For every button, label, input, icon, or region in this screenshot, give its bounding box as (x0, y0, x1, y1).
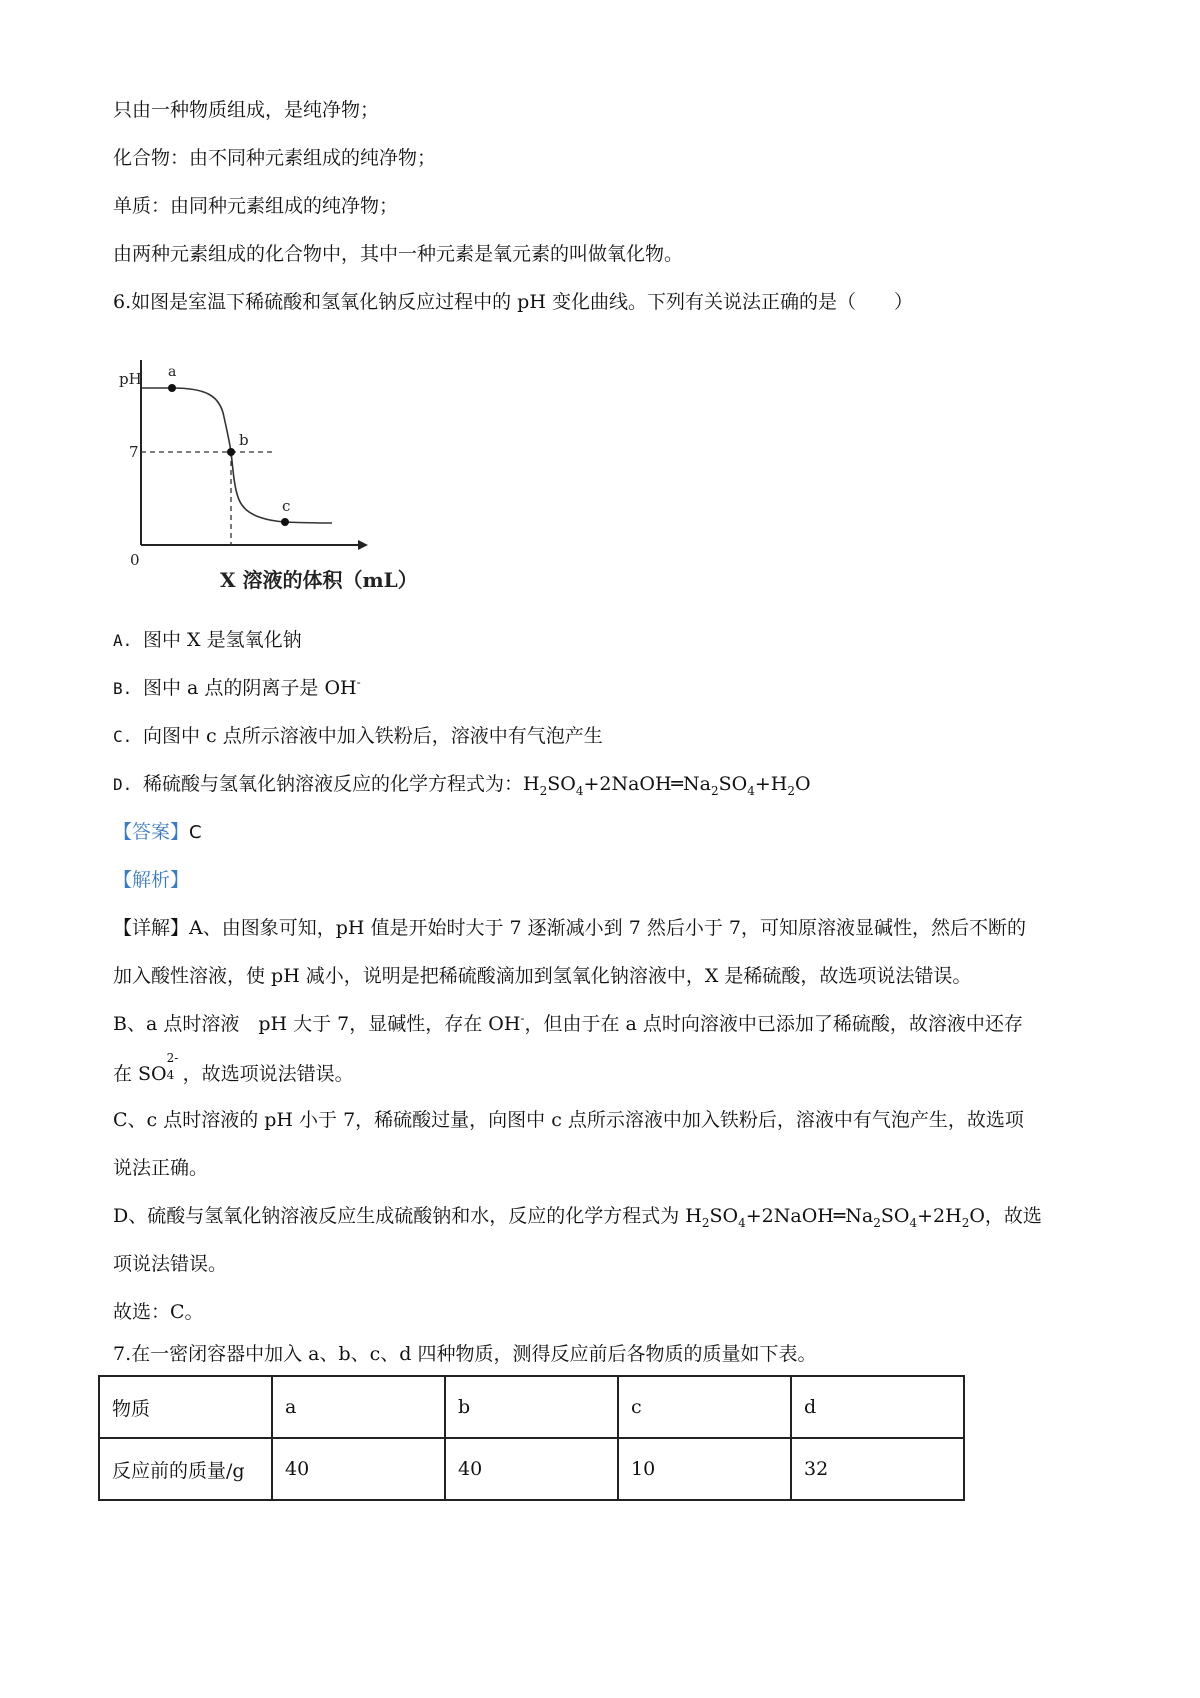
text-span: SO (880, 1205, 910, 1227)
question-7-stem: 7.在一密闭容器中加入 a、b、c、d 四种物质，测得反应前后各物质的质量如下表。 (113, 1343, 817, 1365)
analysis-tag: 【解析】 (113, 869, 190, 891)
option-text: 向图中 c 点所示溶液中加入铁粉后，溶液中有气泡产生 (143, 725, 603, 747)
point-c-label: c (282, 497, 291, 515)
analysis-heading (113, 868, 189, 892)
subscript: 2 (961, 1215, 970, 1230)
table-cell: d (791, 1376, 964, 1438)
option-b (113, 676, 361, 701)
sulfate-script (166, 1051, 183, 1082)
question-6-stem: 6.如图是室温下稀硫酸和氢氧化钠反应过程中的 pH 变化曲线。下列有关说法正确的是（ ） (113, 291, 913, 313)
table-cell: 反应前的质量/g (99, 1438, 272, 1500)
option-a (113, 628, 302, 653)
answer-value: C (189, 822, 202, 843)
text-span: SO (547, 773, 576, 795)
text-span: B、a 点时溶液 pH 大于 7，显碱性，存在 OH (113, 1013, 521, 1035)
detail-line: 项说法错误。 (113, 1253, 228, 1275)
table-cell: c (618, 1376, 791, 1438)
ph-curve-figure (110, 355, 450, 595)
text-line: 由两种元素组成的化合物中，其中一种元素是氧元素的叫做氧化物。 (113, 243, 684, 265)
subscript: 2 (787, 783, 795, 798)
text-span: SO (718, 773, 748, 795)
y-tick-7: 7 (129, 443, 139, 461)
table-cell: b (445, 1376, 618, 1438)
point-c-marker (281, 518, 289, 526)
table-cell: 40 (445, 1438, 618, 1500)
point-b-label: b (239, 431, 249, 449)
text-span: ，但由于在 a 点时向溶液中已添加了稀硫酸，故溶液中还存 (524, 1013, 1023, 1035)
text-span: 在 SO (113, 1063, 167, 1085)
answer-line (113, 820, 202, 845)
detail-line: 【详解】A、由图象可知，pH 值是开始时大于 7 逐渐减小到 7 然后小于 7，可知原溶液显碱性，然后不断的 (113, 917, 1026, 939)
text-span: 稀硫酸与氢氧化钠溶液反应的化学方程式为：H (143, 773, 540, 795)
option-label: D. (113, 775, 133, 794)
table-cell: 40 (272, 1438, 445, 1500)
superscript: - (520, 1011, 525, 1026)
option-d (113, 772, 811, 797)
text-span: O (794, 773, 811, 795)
subscript: 2 (701, 1215, 710, 1230)
text-line: 化合物：由不同种元素组成的纯净物； (113, 147, 437, 169)
subscript: 4 (575, 783, 584, 798)
superscript: 2- (166, 1051, 179, 1065)
detail-line (113, 1051, 354, 1086)
text-span: +2H (917, 1205, 962, 1227)
y-axis-label: pH (119, 370, 142, 388)
option-label: B. (113, 679, 133, 698)
subscript: 2 (710, 783, 719, 798)
text-line: 只由一种物质组成，是纯净物； (113, 99, 380, 121)
table-cell: 10 (618, 1438, 791, 1500)
option-label: A. (113, 631, 133, 650)
text-span: SO (709, 1205, 739, 1227)
answer-tag: 【答案】 (113, 821, 190, 843)
subscript: 4 (738, 1215, 746, 1230)
detail-line (113, 1204, 1042, 1228)
text-span: D、硫酸与氢氧化钠溶液反应生成硫酸钠和水，反应的化学方程式为 H (113, 1205, 702, 1227)
superscript: - (356, 675, 361, 690)
option-label: C. (113, 727, 133, 746)
mass-table (98, 1375, 965, 1501)
point-a-label: a (168, 364, 177, 380)
detail-line: 说法正确。 (113, 1157, 209, 1179)
table-row (99, 1438, 964, 1500)
subscript: 4 (747, 783, 755, 798)
ph-curve (141, 388, 332, 523)
text-span: ，故选项说法错误。 (182, 1063, 354, 1085)
detail-line (113, 1012, 1023, 1036)
x-axis-caption: X 溶液的体积（mL） (220, 568, 418, 592)
table-cell: a (272, 1376, 445, 1438)
subscript: 4 (166, 1068, 175, 1082)
point-b-marker (227, 448, 235, 456)
table-cell: 物质 (99, 1376, 272, 1438)
option-text: 图中 X 是氢氧化钠 (143, 629, 302, 651)
subscript: 2 (873, 1215, 881, 1230)
text-span: +2NaOH═Na (583, 773, 711, 795)
text-span: +2NaOH═Na (745, 1205, 874, 1227)
table-row (99, 1376, 964, 1438)
origin-label: 0 (130, 551, 140, 569)
x-axis-arrow (358, 540, 368, 550)
point-a-marker (168, 384, 176, 392)
detail-line: 加入酸性溶液，使 pH 减小，说明是把稀硫酸滴加到氢氧化钠溶液中，X 是稀硫酸，故选项说法错误。 (113, 965, 972, 987)
option-text (143, 773, 811, 798)
conclusion-line: 故选：C。 (113, 1301, 204, 1323)
option-c (113, 724, 603, 749)
subscript: 4 (909, 1215, 918, 1230)
text-line: 单质：由同种元素组成的纯净物； (113, 195, 399, 217)
detail-line: C、c 点时溶液的 pH 小于 7，稀硫酸过量，向图中 c 点所示溶液中加入铁粉后，溶液中有气泡产生，故选项 (113, 1109, 1024, 1131)
subscript: 2 (539, 783, 548, 798)
text-span: +H (754, 773, 788, 795)
table-cell: 32 (791, 1438, 964, 1500)
text-span: O，故选 (969, 1205, 1042, 1227)
option-text: 图中 a 点的阴离子是 OH (143, 677, 357, 699)
